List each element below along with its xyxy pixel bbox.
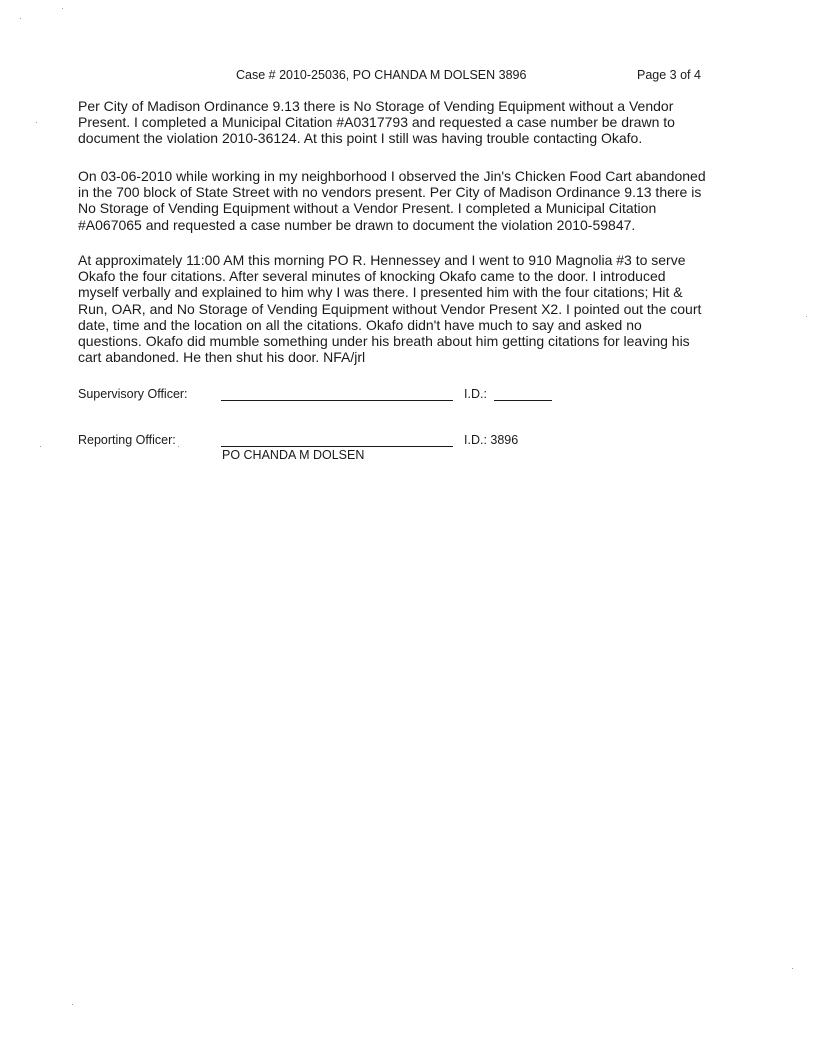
paragraph-line: Per City of Madison Ordinance 9.13 there is No Storage of Vending Equipment without a Vendor (78, 98, 674, 114)
paragraph-1 (78, 98, 758, 147)
scan-speck (20, 18, 21, 19)
supervisory-id-label: I.D.: (464, 387, 487, 401)
scan-speck (40, 446, 41, 447)
paragraph-3 (78, 252, 758, 365)
paragraph-line: Run, OAR, and No Storage of Vending Equipment without Vendor Present X2. I pointed out the court (78, 300, 702, 317)
reporting-officer-name: PO CHANDA M DOLSEN (222, 448, 365, 462)
scan-speck (72, 1004, 73, 1005)
paragraph-2 (78, 168, 758, 233)
paragraph-line: in the 700 block of State Street with no vendors present. Per City of Madison Ordinance 9.13 there is (78, 184, 702, 201)
page-number: Page 3 of 4 (637, 68, 701, 82)
paragraph-line: myself verbally and explained to him why I was there. I presented him with the four citations; Hit & (78, 284, 683, 301)
reporting-id-label: I.D.: 3896 (464, 433, 519, 447)
reporting-officer-label: Reporting Officer: (78, 433, 176, 447)
scan-speck (178, 446, 179, 447)
paragraph-line: On 03-06-2010 while working in my neighborhood I observed the Jin's Chicken Food Cart abandoned (78, 168, 706, 184)
paragraph-line: #A067065 and requested a case number be drawn to document the violation 2010-59847. (78, 216, 636, 233)
reporting-signature-line (221, 446, 453, 447)
paragraph-line: No Storage of Vending Equipment without a Vendor Present. I completed a Municipal Citation (78, 200, 657, 217)
paragraph-line: questions. Okafo did mumble something under his breath about him getting citations for leaving his (78, 333, 690, 350)
scan-speck (62, 8, 63, 9)
paragraph-line: Okafo the four citations. After several minutes of knocking Okafo came to the door. I introduced (78, 268, 666, 285)
supervisory-signature-line (221, 400, 453, 401)
scan-speck (806, 316, 807, 317)
paragraph-line: Present. I completed a Municipal Citation #A0317793 and requested a case number be drawn to (78, 114, 675, 131)
page-header-case: Case # 2010-25036, PO CHANDA M DOLSEN 3896 (236, 68, 527, 82)
supervisory-officer-label: Supervisory Officer: (78, 387, 188, 401)
supervisory-id-blank (494, 400, 552, 401)
scan-speck (36, 122, 37, 123)
paragraph-line: At approximately 11:00 AM this morning PO R. Hennessey and I went to 910 Magnolia #3 to serve (78, 252, 686, 268)
scan-speck (792, 968, 793, 969)
paragraph-line: date, time and the location on all the citations. Okafo didn't have much to say and asked no (78, 316, 642, 333)
paragraph-line: document the violation 2010-36124. At this point I still was having trouble contacting Okafo. (78, 130, 643, 147)
paragraph-line: cart abandoned. He then shut his door. NFA/jrl (78, 349, 366, 366)
